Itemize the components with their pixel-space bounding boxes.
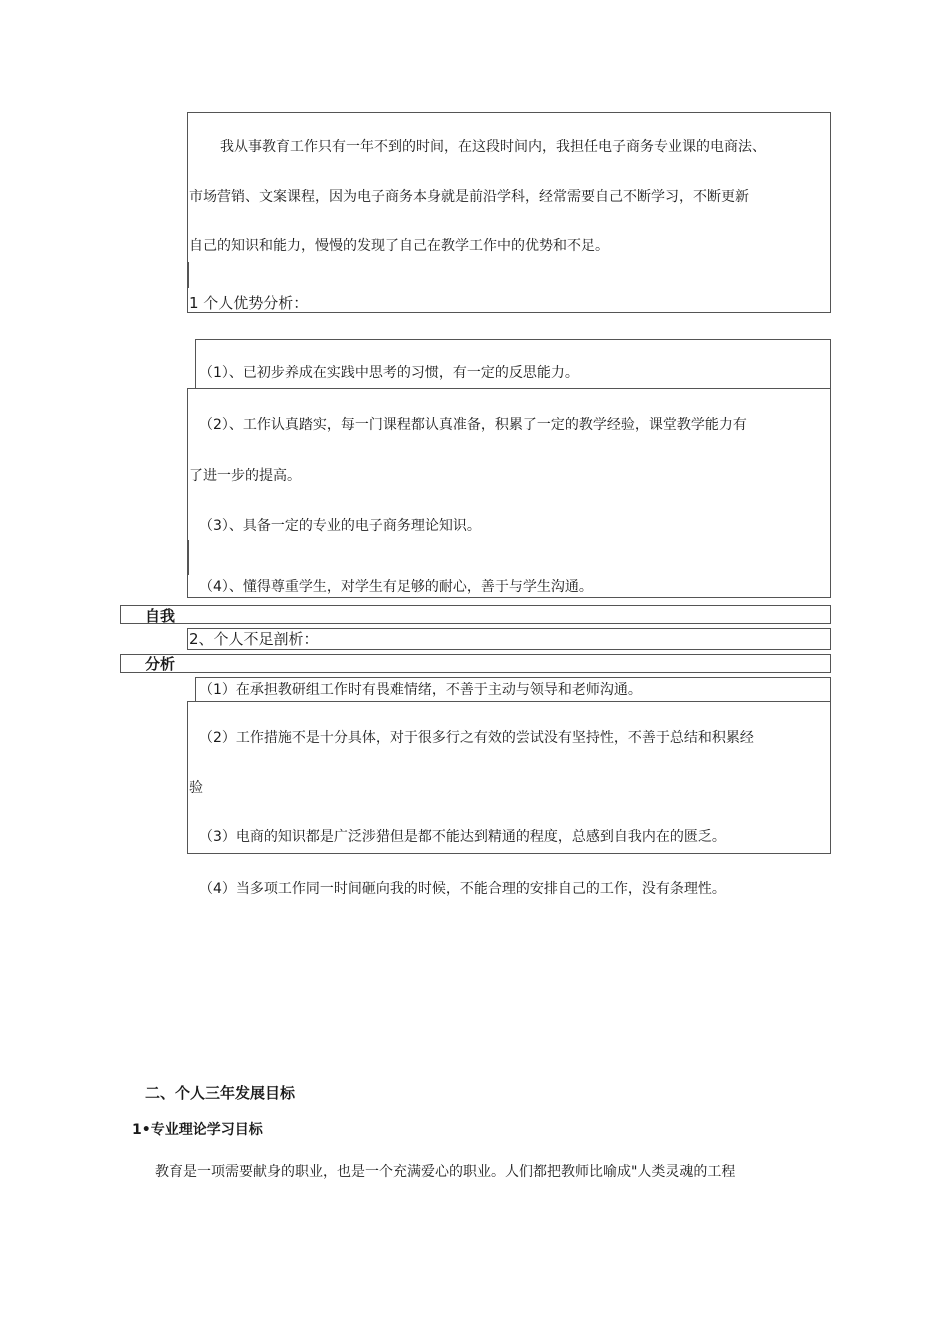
advantage-left-rule	[187, 540, 189, 575]
analysis-label-row	[120, 654, 831, 673]
intro-line-2: 市场营销、文案课程，因为电子商务本身就是前沿学科，经常需要自己不断学习，不断更新	[189, 189, 749, 205]
side-label-analysis: 分析	[145, 655, 176, 673]
shortcoming-item-1: （1）在承担教研组工作时有畏难情绪，不善于主动与领导和老师沟通。	[199, 682, 642, 698]
advantages-heading: 1 个人优势分析：	[189, 294, 309, 312]
intro-line-3: 自己的知识和能力，慢慢的发现了自己在教学工作中的优势和不足。	[189, 238, 609, 254]
section-2-paragraph: 教育是一项需要献身的职业，也是一个充满爱心的职业。人们都把教师比喻成"人类灵魂的工程	[155, 1164, 736, 1180]
shortcoming-item-4: （4）当多项工作同一时间砸向我的时候，不能合理的安排自己的工作，没有条理性。	[199, 881, 726, 897]
side-label-self: 自我	[145, 607, 176, 625]
intro-left-rule	[187, 262, 189, 288]
advantage-item-1: （1）、已初步养成在实践中思考的习惯，有一定的反思能力。	[199, 365, 579, 381]
advantage-item-2-line-2: 了进一步的提高。	[189, 468, 301, 484]
shortcomings-heading: 2、个人不足剖析：	[189, 630, 319, 648]
shortcoming-item-2-line-2: 验	[189, 780, 203, 796]
shortcoming-item-2-line-1: （2）工作措施不是十分具体，对于很多行之有效的尝试没有坚持性，不善于总结和积累经	[199, 730, 754, 746]
intro-line-1: 我从事教育工作只有一年不到的时间，在这段时间内，我担任电子商务专业课的电商法、	[220, 139, 766, 155]
advantage-item-2-line-1: （2）、工作认真踏实，每一门课程都认真准备，积累了一定的教学经验，课堂教学能力有	[199, 417, 747, 433]
section-2-subtitle: 1•专业理论学习目标	[132, 1122, 263, 1138]
advantage-item-3: （3）、具备一定的专业的电子商务理论知识。	[199, 518, 481, 534]
shortcoming-item-3: （3）电商的知识都是广泛涉猎但是都不能达到精通的程度，总感到自我内在的匮乏。	[199, 829, 726, 845]
section-2-title: 二、个人三年发展目标	[145, 1084, 296, 1102]
self-label-row	[120, 605, 831, 624]
advantage-item-4: （4）、懂得尊重学生，对学生有足够的耐心，善于与学生沟通。	[199, 579, 593, 595]
